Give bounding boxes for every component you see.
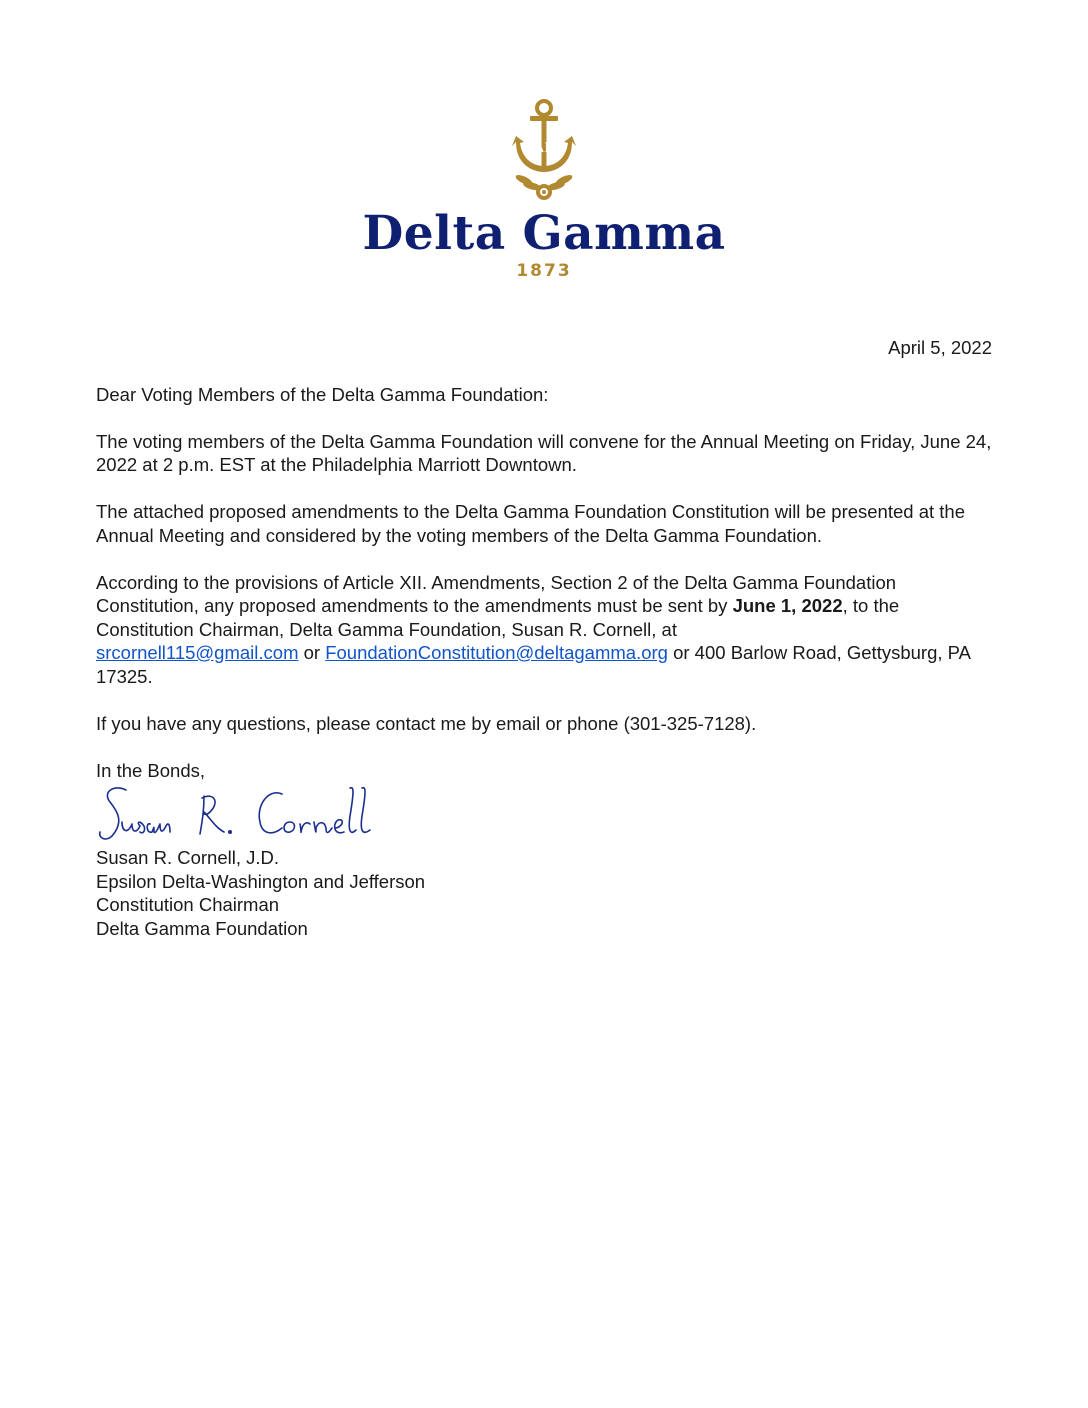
founding-year: 1873 <box>516 261 572 281</box>
letterhead <box>0 96 1088 286</box>
deadline-date: June 1, 2022 <box>732 595 843 616</box>
closing: In the Bonds, <box>96 759 206 781</box>
amendments-paragraph: The attached proposed amendments to the Delta Gamma Foundation Constitution will be presented at the Annual Meeting and considered by the voting members of the Delta Gamma Foundation. <box>96 501 965 546</box>
foundation-email-link[interactable]: FoundationConstitution@deltagamma.org <box>325 642 668 663</box>
email-connector: or <box>298 642 326 663</box>
signer-chapter: Epsilon Delta-Washington and Jefferson <box>96 870 426 892</box>
letter-body <box>96 336 996 940</box>
signature-block <box>96 846 996 940</box>
contact-paragraph: If you have any questions, please contact me by email or phone (301-325-7128). <box>96 712 757 734</box>
submission-intro: According to the provisions of Article XII. Amendments, Section 2 of the Delta Gamma Foundation Constitution, any proposed amendments to the amendments must be sent by <box>96 571 897 616</box>
submission-paragraph <box>96 571 996 689</box>
personal-email-link[interactable]: srcornell115@gmail.com <box>96 642 299 663</box>
submission-recipient: , to the Constitution Chairman, Delta Gamma Foundation, Susan R. Cornell, at <box>96 595 900 640</box>
anchor-logo-icon <box>502 96 586 208</box>
letter-date: April 5, 2022 <box>888 337 992 358</box>
organization-wordmark: Delta Gamma <box>362 206 726 261</box>
signer-name: Susan R. Cornell, J.D. <box>96 847 280 868</box>
signer-organization: Delta Gamma Foundation <box>96 917 308 939</box>
handwritten-signature <box>96 782 396 846</box>
logo-greek-letters: ΔΓ <box>534 141 554 156</box>
mailing-address: or 400 Barlow Road, Gettysburg, PA 17325. <box>96 642 970 687</box>
signer-title: Constitution Chairman <box>96 894 280 915</box>
salutation: Dear Voting Members of the Delta Gamma Foundation: <box>96 383 549 405</box>
meeting-paragraph: The voting members of the Delta Gamma Foundation will convene for the Annual Meeting on Friday, June 24, 2022 at 2 p.m. EST at the Philadelphia Marriott Downtown. <box>96 430 992 475</box>
signature-icon <box>96 782 396 846</box>
